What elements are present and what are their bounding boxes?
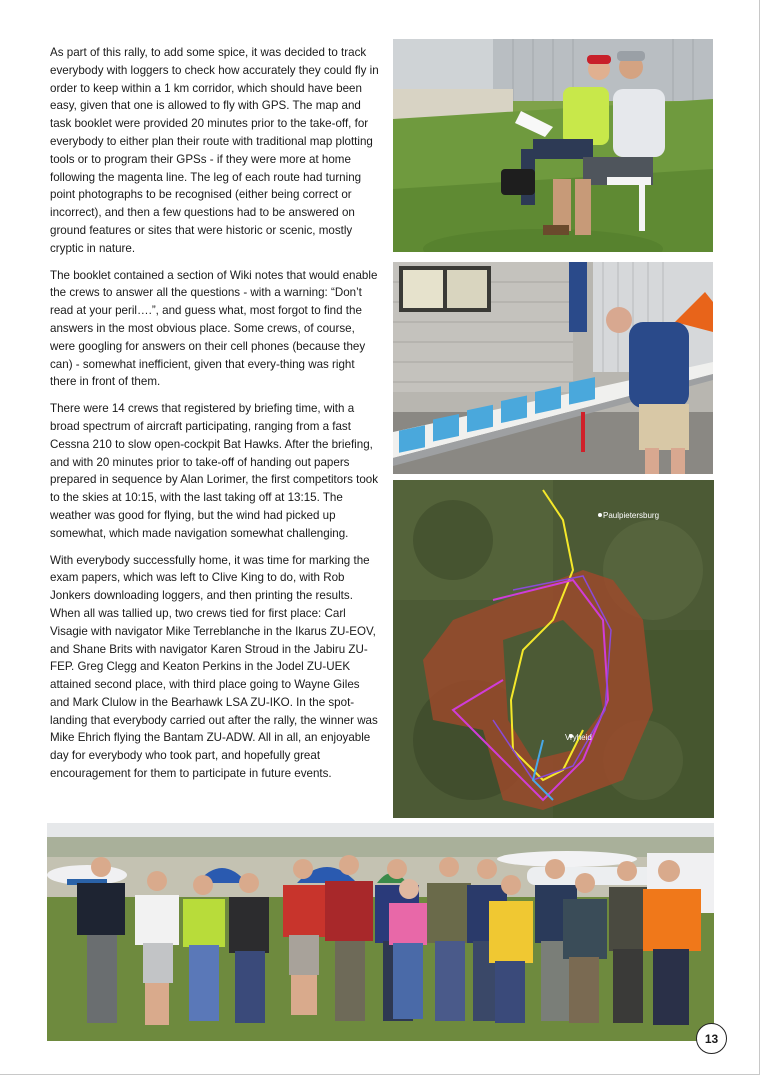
article-paragraph-2: The booklet contained a section of Wiki notes that would enable the crews to answer all the questions - with a warning: “Don’t read at your peril….”, and guess what, most forgot to find the answers in the most obvious place. Some crews, of course, were googling for answers on their cell phones (because they can) - somewhat inefficient, given that every-thing was right there in front of them. [50,268,378,389]
photo-pilots-reading-booklets [393,39,713,252]
photo-planning-at-table [393,262,713,474]
article-body [50,44,380,792]
map-route-corridor [393,480,714,818]
map-label-vryheid: Vryheid [565,733,592,742]
page-number: 13 [696,1023,727,1054]
article-paragraph-4: With everybody successfully home, it was time for marking the exam papers, which was left to Clive King to do, with Rob Jonkers downloading loggers, and then printing the results. When all was tallied up, two crews tied for first place: Carl Visagie with navigator Mike Terreblanche in the Ikarus ZU-EOV, and Shane Brits with navigator Karen Stroud in the Jabiru ZU-FEP. Greg Clegg and Keaton Perkins in the Jodel ZU-UEK attained second place, with third place going to Wayne Giles and Mark Clulow in the Bearhawk LSA ZU-IKO. In the spot-landing that everybody carried out after the rally, the winner was Mike Ehrich flying the Bantam ZU-ADW. All in all, an enjoyable day for everybody who took part, and hopefully great encouragement for them to participate in future events. [50,553,378,781]
article-paragraph-3: There were 14 crews that registered by briefing time, with a broad spectrum of aircraft participating, ranging from a fast Cessna 210 to slow open-cockpit Bat Hawks. After the briefing, and with 20 minutes prior to take-off of handing out papers prepared in sequence by Alan Lorimer, the first competitors took to the skies at 10:15, with the last taking off at 13:15. The weather was good for flying, but the wind had picked up somewhat, which made navigation somewhat challenging. [50,402,379,540]
photo-group-of-participants [47,823,714,1041]
article-paragraph-1: As part of this rally, to add some spice, it was decided to track everybody with loggers to check how accurately they could fly in order to keep within a 1 km corridor, which should have been easy, given that one is allowed to fly with GPS. The map and task booklet were provided 20 minutes prior to the take-off, for everybody to either plan their route with traditional map plotting tools or to program their GPSs - if they were more at home following the magenta line. The leg of each route had turning point photographs to be recognised (either being correct or incorrect), and then a few questions had to be answered on ground features or sites that were historic or scenic, mostly cryptic in nature. [50,46,379,255]
map-label-paulpietersburg: Paulpietersburg [603,511,660,520]
